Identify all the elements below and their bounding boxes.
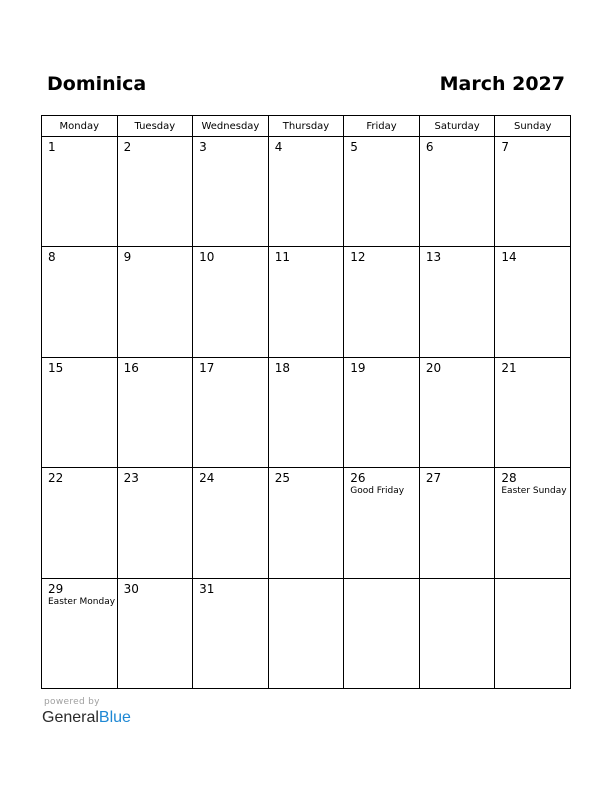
day-cell [193,137,269,247]
powered-by-label: powered by [44,697,100,707]
day-cell [117,468,193,578]
holiday-label: Easter Monday [48,596,116,607]
day-cell [268,137,344,247]
day-number: 30 [123,581,139,596]
day-cell [268,247,344,357]
day-number: 17 [199,360,215,375]
weekday-sunday: Sunday [495,116,571,137]
day-number: 28 [501,471,517,486]
weekday-wednesday: Wednesday [193,116,269,137]
day-number: 3 [199,140,207,154]
weekday-tuesday: Tuesday [117,116,193,137]
day-number: 16 [123,360,139,375]
day-cell [419,247,495,357]
day-number: 14 [501,250,517,265]
country-title: Dominica [47,73,147,95]
day-cell [344,468,420,578]
weekday-saturday: Saturday [419,116,495,137]
week-row [42,137,571,247]
empty-day-cell [419,578,495,688]
holiday-label: Good Friday [350,486,405,497]
day-cell [117,137,193,247]
week-row [42,578,571,688]
day-cell [495,247,571,357]
day-number: 22 [48,471,64,486]
day-number: 23 [123,471,139,486]
day-cell [495,468,571,578]
day-number: 20 [425,360,442,375]
day-number: 26 [350,471,366,486]
holiday-label: Easter Sunday [501,486,567,497]
day-cell [117,247,193,357]
day-number: 29 [48,581,64,596]
day-number: 5 [350,140,358,154]
day-cell [419,357,495,467]
day-number: 19 [350,360,366,375]
day-number: 7 [501,140,510,154]
calendar-grid [41,115,571,689]
day-cell [344,137,420,247]
weekday-friday: Friday [344,116,420,137]
day-number: 15 [48,360,64,375]
day-cell [193,247,269,357]
day-cell [495,357,571,467]
day-cell [193,578,269,688]
day-cell [268,357,344,467]
month-title: March 2027 [439,73,565,95]
day-cell [42,357,118,467]
day-number: 9 [123,250,132,265]
day-cell [419,468,495,578]
calendar-body [42,137,571,689]
day-cell [495,137,571,247]
day-number: 24 [199,471,215,486]
day-number: 27 [425,471,442,486]
week-row [42,468,571,578]
brand-blue-text: Blue [98,709,131,726]
weekday-thursday: Thursday [268,116,344,137]
day-number: 31 [199,581,215,596]
day-number: 25 [274,471,290,486]
day-cell [193,468,269,578]
weekday-header-row [42,116,571,137]
day-number: 2 [123,140,132,154]
day-cell [42,247,118,357]
day-number: 13 [425,250,442,265]
day-number: 4 [274,140,283,154]
brand-general-text: General [42,709,99,726]
day-cell [42,137,118,247]
day-cell [268,468,344,578]
generalblue-logo[interactable] [42,708,131,728]
day-cell [117,578,193,688]
empty-day-cell [344,578,420,688]
day-number: 11 [274,250,290,265]
weekday-monday: Monday [42,116,118,137]
day-number: 6 [425,140,434,154]
day-cell [42,578,118,688]
day-number: 1 [48,140,56,154]
day-cell [344,357,420,467]
empty-day-cell [268,578,344,688]
day-number: 10 [199,250,215,265]
day-cell [117,357,193,467]
day-number: 18 [274,360,290,375]
day-number: 12 [350,250,366,265]
week-row [42,357,571,467]
day-number: 8 [48,250,56,265]
day-cell [42,468,118,578]
day-cell [344,247,420,357]
empty-day-cell [495,578,571,688]
day-cell [419,137,495,247]
day-number: 21 [501,360,517,375]
week-row [42,247,571,357]
day-cell [193,357,269,467]
